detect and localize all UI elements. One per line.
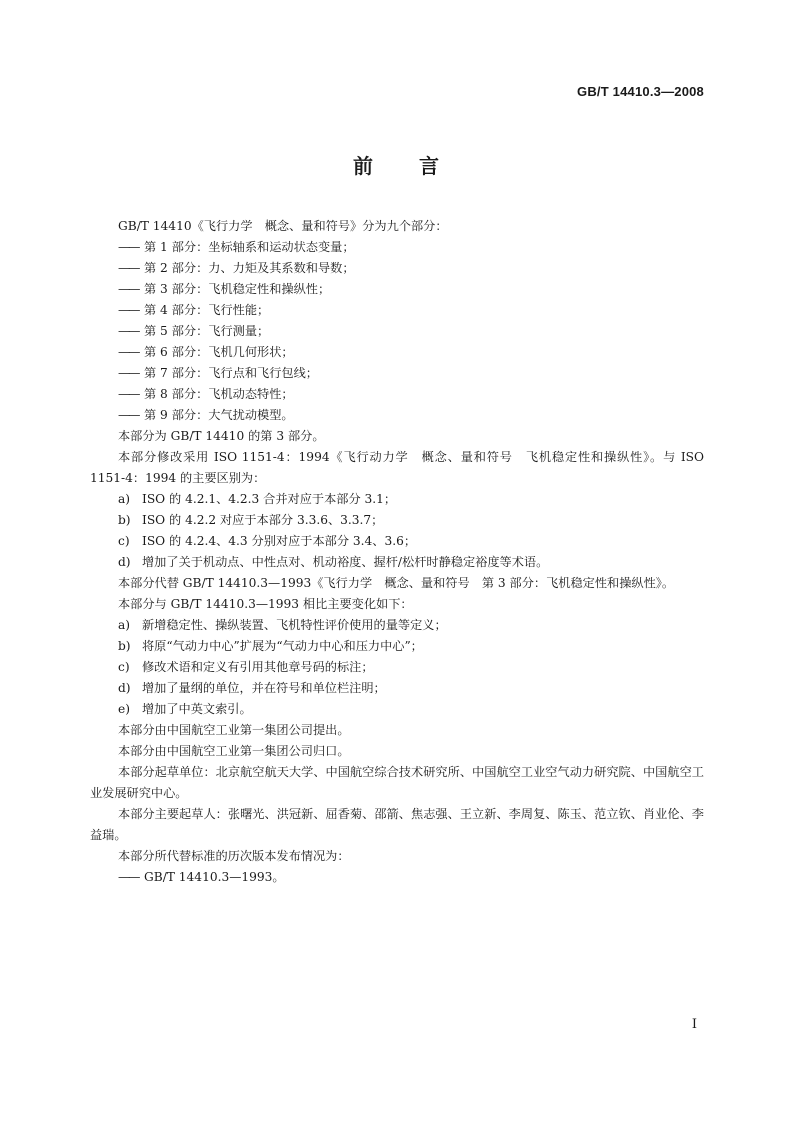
managed-by-paragraph: 本部分由中国航空工业第一集团公司归口。 (118, 744, 350, 758)
dash-mark: —— (118, 282, 139, 296)
dash-mark: —— (118, 240, 139, 254)
list-item: —— 第 1 部分：坐标轴系和运动状态变量； (90, 237, 704, 258)
changes-list (90, 615, 704, 720)
list-item: c) 修改术语和定义有引用其他章号码的标注； (118, 660, 374, 674)
list-item: e) 增加了中英文索引。 (118, 702, 252, 716)
list-item: a) 新增稳定性、操纵装置、飞机特性评价使用的量等定义； (118, 618, 447, 632)
iso-differences-list (90, 489, 704, 573)
title-char-2: 言 (419, 154, 441, 178)
history-list (90, 867, 704, 888)
parts-list (90, 237, 704, 426)
dash-mark: —— (118, 261, 139, 275)
proposed-by-paragraph: 本部分由中国航空工业第一集团公司提出。 (118, 723, 350, 737)
standard-code: GB/T 14410.3—2008 (577, 84, 704, 99)
this-part-paragraph: 本部分为 GB/T 14410 的第 3 部分。 (118, 429, 325, 443)
drafting-units-paragraph: 本部分起草单位：北京航空航天大学、中国航空综合技术研究所、中国航空工业空气动力研究院、中国航空工业发展研究中心。 (90, 765, 704, 800)
changes-intro-paragraph: 本部分与 GB/T 14410.3—1993 相比主要变化如下： (118, 597, 413, 611)
list-item: b) 将原“气动力中心”扩展为“气动力中心和压力中心”； (118, 639, 423, 653)
history-intro-paragraph: 本部分所代替标准的历次版本发布情况为： (118, 849, 350, 863)
list-item: —— 第 2 部分：力、力矩及其系数和导数； (90, 258, 704, 279)
dash-mark: —— (118, 303, 139, 317)
list-item: —— 第 3 部分：飞机稳定性和操纵性； (90, 279, 704, 300)
list-item: —— 第 7 部分：飞行点和飞行包线； (90, 363, 704, 384)
replaces-paragraph: 本部分代替 GB/T 14410.3—1993《飞行力学 概念、量和符号 第 3 部分：飞机稳定性和操纵性》。 (118, 576, 675, 590)
foreword-body (90, 216, 704, 888)
list-item: a) ISO 的 4.2.1、4.2.3 合并对应于本部分 3.1； (118, 492, 397, 506)
list-item: d) 增加了量纲的单位，并在符号和单位栏注明； (118, 681, 386, 695)
dash-mark: —— (118, 870, 139, 884)
list-item: c) ISO 的 4.2.4、4.3 分别对应于本部分 3.4、3.6； (118, 534, 417, 548)
page-title (0, 150, 794, 179)
list-item: d) 增加了关于机动点、中性点对、机动裕度、握杆/松杆时静稳定裕度等术语。 (118, 555, 549, 569)
drafters-paragraph: 本部分主要起草人：张曙光、洪冠新、屈香菊、邵箭、焦志强、王立新、李周复、陈玉、范立钦、肖业伦、李益瑞。 (90, 807, 704, 842)
list-item: —— GB/T 14410.3—1993。 (90, 867, 704, 888)
title-char-1: 前 (353, 154, 375, 178)
list-item: —— 第 8 部分：飞机动态特性； (90, 384, 704, 405)
dash-mark: —— (118, 366, 139, 380)
list-item: —— 第 6 部分：飞机几何形状； (90, 342, 704, 363)
list-item: —— 第 5 部分：飞行测量； (90, 321, 704, 342)
list-item: —— 第 4 部分：飞行性能； (90, 300, 704, 321)
list-item: —— 第 9 部分：大气扰动模型。 (90, 405, 704, 426)
list-item: b) ISO 的 4.2.2 对应于本部分 3.3.6、3.3.7； (118, 513, 384, 527)
intro-paragraph: GB/T 14410《飞行力学 概念、量和符号》分为九个部分： (118, 219, 448, 233)
dash-mark: —— (118, 408, 139, 422)
dash-mark: —— (118, 345, 139, 359)
page-number: I (691, 1017, 697, 1032)
dash-mark: —— (118, 324, 139, 338)
adoption-paragraph: 本部分修改采用 ISO 1151-4：1994《飞行动力学 概念、量和符号 飞机稳定性和操纵性》。与 ISO 1151-4：1994 的主要区别为： (90, 450, 704, 485)
dash-mark: —— (118, 387, 139, 401)
